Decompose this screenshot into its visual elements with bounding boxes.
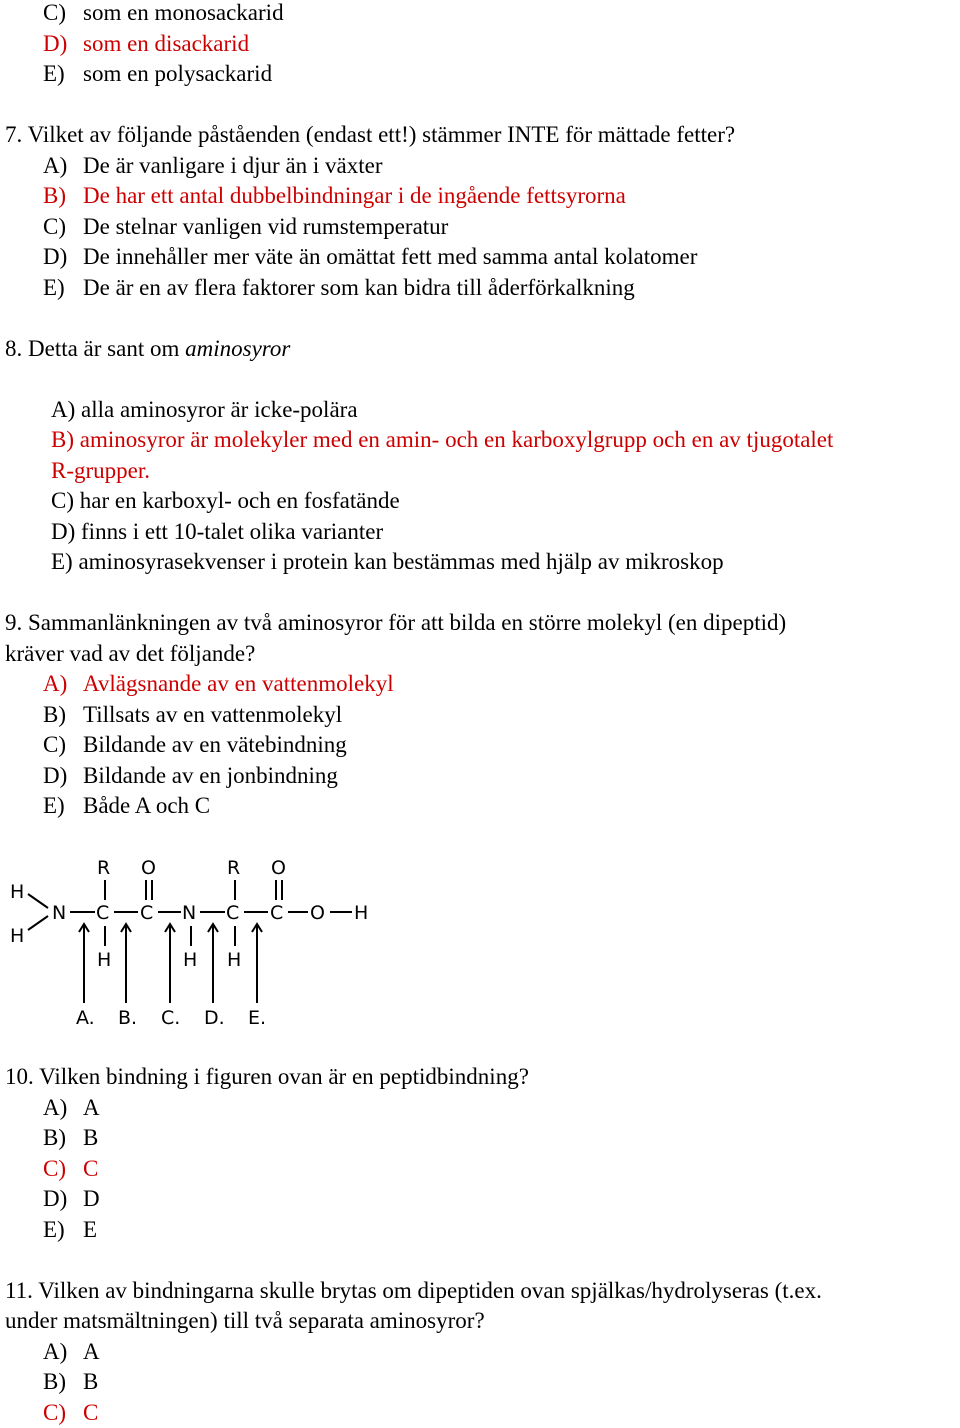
q8-option-e: E) aminosyrasekvenser i protein kan bestämmas med hjälp av mikroskop (51, 549, 724, 574)
arrow-label-a: A. (76, 1007, 95, 1029)
arrow-e (252, 924, 262, 1003)
arrow-a (79, 924, 89, 1003)
atom-c3: C (226, 902, 240, 924)
atom-c1: C (96, 902, 110, 924)
q11-option-c: C) C (43, 1400, 99, 1425)
arrow-label-e: E. (248, 1007, 267, 1029)
atom-n2: N (182, 902, 197, 924)
atom-h-amino1: H (10, 881, 25, 903)
q11-option-b: B) B (43, 1369, 99, 1394)
arrow-label-d: D. (204, 1007, 225, 1029)
q8-option-b-continued: R-grupper. (51, 458, 151, 483)
atom-r1: R (97, 857, 111, 879)
arrow-c (165, 924, 175, 1003)
arrow-d (208, 924, 218, 1003)
atom-o3: O (310, 902, 325, 924)
atom-o2: O (271, 857, 286, 879)
q9-option-c: C) Bildande av en vätebindning (43, 732, 347, 757)
atom-h-c1: H (97, 949, 112, 971)
q6-option-c: C) som en monosackarid (43, 0, 284, 25)
q8-option-c: C) har en karboxyl- och en fosfatände (51, 488, 400, 513)
arrow-b (121, 924, 131, 1003)
atom-r2: R (227, 857, 241, 879)
atom-h-c3: H (227, 949, 242, 971)
q10-option-a: A) A (43, 1095, 100, 1120)
atom-n1: N (52, 902, 67, 924)
atom-h-end: H (354, 902, 369, 924)
bond-h1-n (28, 894, 48, 908)
q10-option-c: C) C (43, 1156, 99, 1181)
q10-question: 10. Vilken bindning i figuren ovan är en peptidbindning? (5, 1064, 529, 1089)
arrow-label-b: B. (118, 1007, 138, 1029)
bond-h2-n (28, 916, 48, 930)
q11-question-line1: 11. Vilken av bindningarna skulle brytas om dipeptiden ovan spjälkas/hydrolyseras (t.ex. (5, 1278, 822, 1303)
q11-question-line2: under matsmältningen) till två separata aminosyror? (5, 1308, 485, 1333)
q8-option-a: A) alla aminosyror är icke-polära (51, 397, 358, 422)
q9-option-b: B) Tillsats av en vattenmolekyl (43, 702, 343, 727)
q11-option-a: A) A (43, 1339, 100, 1364)
q10-option-b: B) B (43, 1125, 99, 1150)
q7-option-a: A) De är vanligare i djur än i växter (43, 153, 383, 178)
q8-option-b: B) aminosyror är molekyler med en amin- och en karboxylgrupp och en av tjugotalet (51, 427, 834, 452)
atom-h-amino2: H (10, 925, 25, 947)
q9-question-line2: kräver vad av det följande? (5, 641, 256, 666)
dipeptide-structure-diagram (0, 848, 380, 1033)
q10-option-e: E) E (43, 1217, 98, 1242)
q9-option-a: A) Avlägsnande av en vattenmolekyl (43, 671, 394, 696)
atom-o1: O (141, 857, 156, 879)
q7-option-b: B) De har ett antal dubbelbindningar i de ingående fettsyrorna (43, 183, 626, 208)
q7-option-e: E) De är en av flera faktorer som kan bidra till åderförkalkning (43, 275, 635, 300)
q6-option-d: D) som en disackarid (43, 31, 250, 56)
atom-c2: C (140, 902, 154, 924)
q7-question: 7. Vilket av följande påståenden (endast ett!) stämmer INTE för mättade fetter? (5, 122, 736, 147)
q6-option-e: E) som en polysackarid (43, 61, 273, 86)
q7-option-c: C) De stelnar vanligen vid rumstemperatur (43, 214, 449, 239)
atom-h-n2: H (183, 949, 198, 971)
q8-question: 8. Detta är sant om aminosyror (5, 336, 291, 361)
q10-option-d: D) D (43, 1186, 100, 1211)
q9-option-d: D) Bildande av en jonbindning (43, 763, 338, 788)
q9-option-e: E) Både A och C (43, 793, 211, 818)
arrow-label-c: C. (161, 1007, 181, 1029)
q9-question-line1: 9. Sammanlänkningen av två aminosyror för att bilda en större molekyl (en dipeptid) (5, 610, 787, 635)
q8-option-d: D) finns i ett 10-talet olika varianter (51, 519, 384, 544)
q7-option-d: D) De innehåller mer väte än omättat fett med samma antal kolatomer (43, 244, 698, 269)
atom-c4: C (270, 902, 284, 924)
